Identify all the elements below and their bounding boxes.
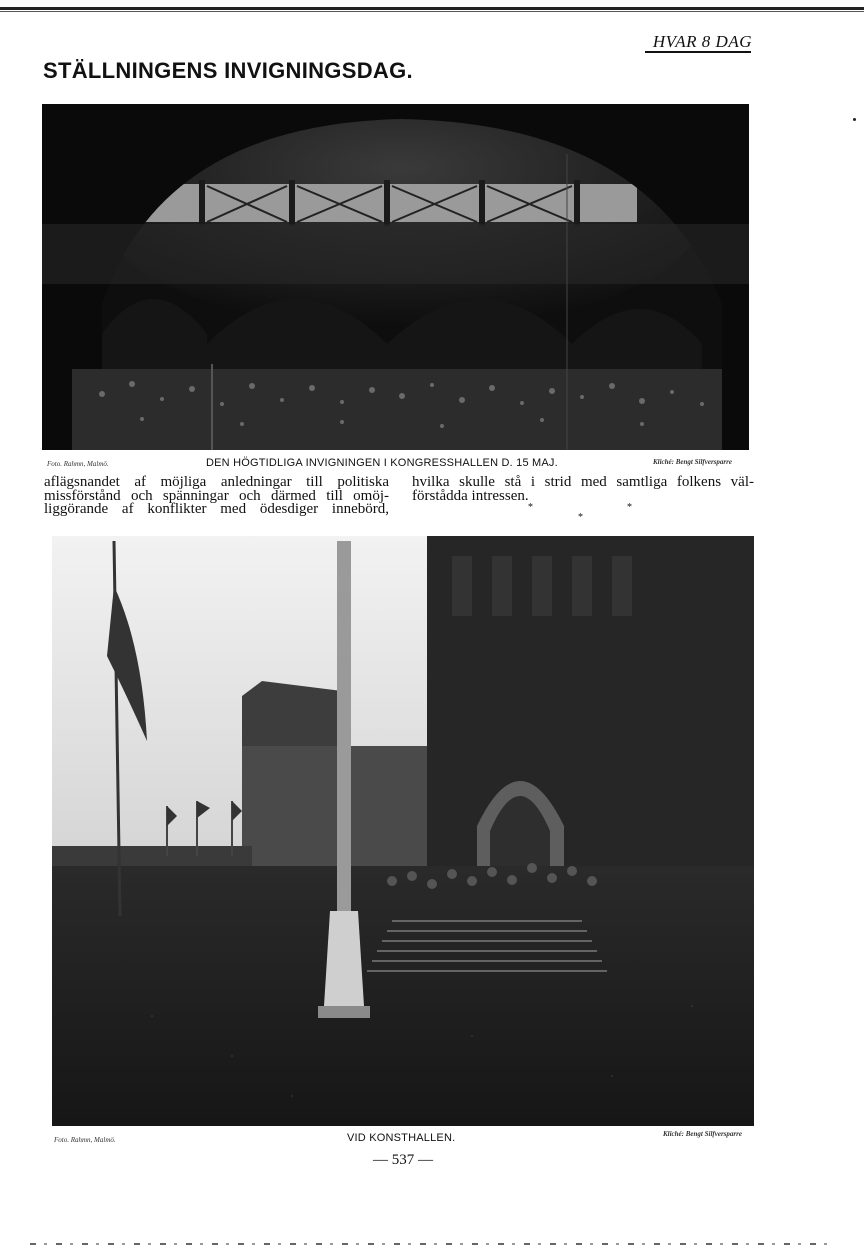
text-line: förstådda intressen. [412,487,529,504]
text-column-right [412,476,754,503]
photo1-credit: Foto. Rahmn, Malmö. [47,460,109,468]
photo2-caption: VID KONSTHALLEN. [347,1132,456,1144]
scan-speck [853,118,856,121]
konsthallen-image [52,536,754,1126]
congress-hall-image [42,104,749,450]
text-line: liggörande af konflikter med ödesdiger innebörd, [44,501,389,517]
photo-konsthallen [52,536,754,1126]
magazine-title: HVAR 8 DAG [652,32,752,51]
separator-star: * [528,502,533,513]
photo-congress-hall [42,104,749,450]
text-line: missförstånd och spänningar och därmed till omöj- [44,487,389,504]
top-rule [0,7,864,10]
scan-edge-noise [30,1243,830,1245]
photo1-cliche-credit: Kliché: Bengt Silfversparre [653,458,732,466]
photo2-credit: Foto. Rahmn, Malmö. [54,1136,116,1144]
text-line: aflägsnandet af möjliga anledningar till politiska [44,474,389,490]
text-line: hvilka skulle stå i strid med samtliga folkens väl- [412,474,754,490]
page-headline: STÄLLNINGENS INVIGNINGSDAG. [43,58,413,83]
separator-star: * [627,502,632,513]
page-number: — 537 — [373,1152,433,1168]
magazine-title-underline [645,51,751,53]
top-rule-thin [0,11,864,12]
dome-windows [137,180,637,226]
photo1-caption: DEN HÖGTIDLIGA INVIGNINGEN I KONGRESSHALLEN D. 15 MAJ. [206,457,558,469]
photo2-cliche-credit: Kliché: Bengt Silfversparre [663,1130,742,1138]
text-column-left [44,476,389,517]
separator-star: * [578,512,583,523]
